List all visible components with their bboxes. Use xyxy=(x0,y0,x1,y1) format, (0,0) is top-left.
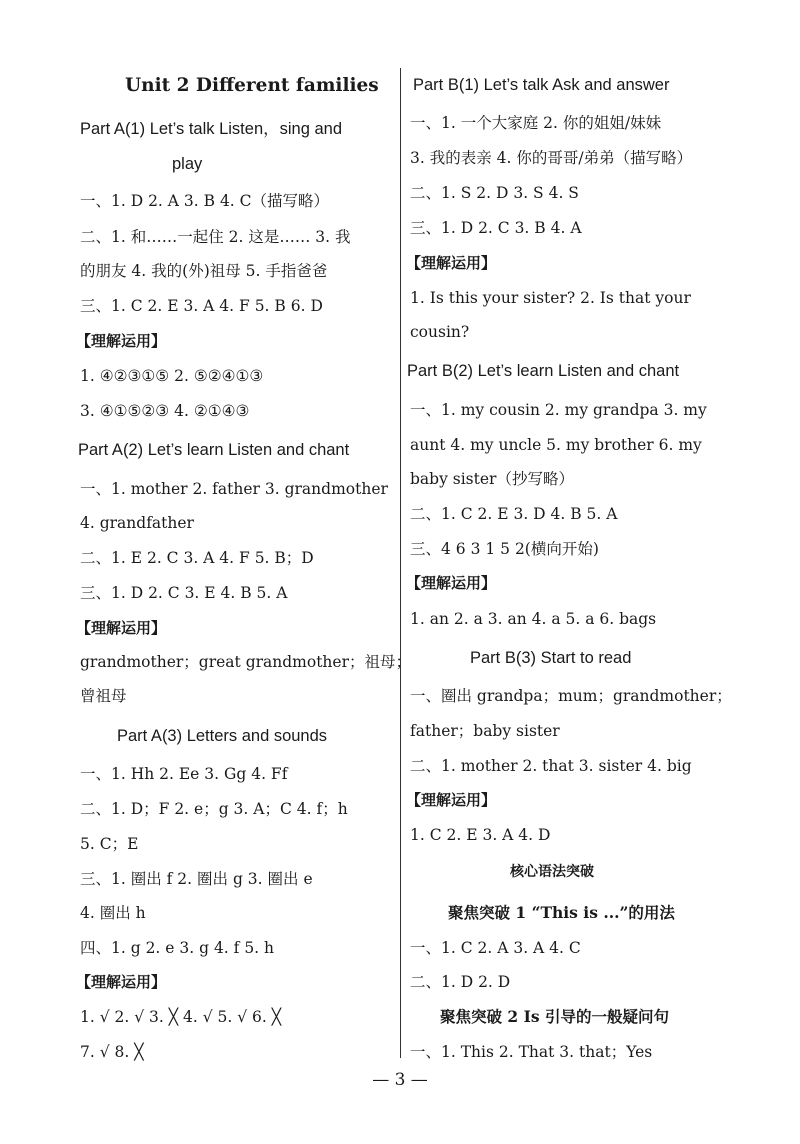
part-a3-heading: Part A(3) Letters and sounds xyxy=(117,727,328,745)
answer-line: 二、1. C 2. E 3. D 4. B 5. A xyxy=(410,505,618,523)
answer-line: aunt 4. my uncle 5. my brother 6. my xyxy=(410,436,702,454)
part-a2-heading: Part A(2) Let’s learn Listen and chant xyxy=(78,441,350,459)
part-b2-heading: Part B(2) Let’s learn Listen and chant xyxy=(407,362,680,380)
focus-2-heading: 聚焦突破 2 Is 引导的一般疑问句 xyxy=(440,1007,669,1026)
answer-line: 三、1. C 2. E 3. A 4. F 5. B 6. D xyxy=(80,297,323,315)
answer-line: 三、1. D 2. C 3. E 4. B 5. A xyxy=(80,584,288,602)
answer-line: 1. √ 2. √ 3. ╳ 4. √ 5. √ 6. ╳ xyxy=(80,1008,282,1026)
answer-line: 1. Is this your sister? 2. Is that your xyxy=(410,289,691,307)
answer-line: 二、1. D；F 2. e；g 3. A；C 4. f；h xyxy=(80,800,348,818)
answer-line: 三、4 6 3 1 5 2(横向开始) xyxy=(410,540,599,558)
answer-line: 一、1. mother 2. father 3. grandmother xyxy=(80,480,388,498)
answer-line: 3. 我的表亲 4. 你的哥哥/弟弟（描写略） xyxy=(410,149,693,167)
apply-heading: 【理解运用】 xyxy=(76,619,167,637)
answer-line: father；baby sister xyxy=(410,722,560,740)
answer-line: 四、1. g 2. e 3. g 4. f 5. h xyxy=(80,939,275,957)
answer-line: 的朋友 4. 我的(外)祖母 5. 手指爸爸 xyxy=(80,262,328,280)
apply-heading: 【理解运用】 xyxy=(76,332,167,350)
answer-line: 一、圈出 grandpa；mum；grandmother； xyxy=(410,687,732,705)
answer-line: 1. ④②③①⑤ 2. ⑤②④①③ xyxy=(80,367,264,385)
answer-line: 3. ④①⑤②③ 4. ②①④③ xyxy=(80,402,250,420)
column-divider xyxy=(400,68,401,1058)
answer-line: 4. grandfather xyxy=(80,514,194,532)
answer-line: 三、1. D 2. C 3. B 4. A xyxy=(410,219,582,237)
answer-line: 二、1. S 2. D 3. S 4. S xyxy=(410,184,579,202)
part-b3-heading: Part B(3) Start to read xyxy=(470,649,632,667)
focus-1-heading: 聚焦突破 1 “This is ...”的用法 xyxy=(448,903,675,922)
answer-line: 7. √ 8. ╳ xyxy=(80,1043,144,1061)
answer-line: 一、1. This 2. That 3. that；Yes xyxy=(410,1043,653,1061)
apply-heading: 【理解运用】 xyxy=(406,574,497,592)
answer-line: 4. 圈出 h xyxy=(80,904,146,922)
answer-line: 二、1. E 2. C 3. A 4. F 5. B；D xyxy=(80,549,314,567)
apply-heading: 【理解运用】 xyxy=(406,254,497,272)
answer-line: 一、1. 一个大家庭 2. 你的姐姐/妹妹 xyxy=(410,114,662,132)
unit-title: Unit 2 Different families xyxy=(125,75,379,96)
answer-line: cousin? xyxy=(410,323,470,341)
answer-line: 1. an 2. a 3. an 4. a 5. a 6. bags xyxy=(410,610,657,628)
answer-line: 一、1. Hh 2. Ee 3. Gg 4. Ff xyxy=(80,765,288,783)
page-number: — 3 — xyxy=(372,1070,428,1090)
answer-line: 1. C 2. E 3. A 4. D xyxy=(410,826,551,844)
grammar-heading: 核心语法突破 xyxy=(510,864,594,880)
answer-line: 三、1. 圈出 f 2. 圈出 g 3. 圈出 e xyxy=(80,870,313,888)
answer-line: 一、1. C 2. A 3. A 4. C xyxy=(410,939,581,957)
answer-line: 一、1. my cousin 2. my grandpa 3. my xyxy=(410,401,707,419)
answer-line: 二、1. mother 2. that 3. sister 4. big xyxy=(410,757,692,775)
part-a1-heading-cont: play xyxy=(172,155,203,173)
answer-line: grandmother；great grandmother；祖母； xyxy=(80,653,412,671)
apply-heading: 【理解运用】 xyxy=(76,973,167,991)
part-a1-heading: Part A(1) Let’s talk Listen，sing and xyxy=(80,120,343,138)
answer-line: 二、1. D 2. D xyxy=(410,973,511,991)
answer-line: 5. C；E xyxy=(80,835,139,853)
part-b1-heading: Part B(1) Let’s talk Ask and answer xyxy=(413,76,670,94)
apply-heading: 【理解运用】 xyxy=(406,791,497,809)
answer-line: baby sister（抄写略） xyxy=(410,470,574,488)
answer-line: 二、1. 和……一起住 2. 这是…… 3. 我 xyxy=(80,228,351,246)
answer-line: 曾祖母 xyxy=(80,687,127,705)
answer-line: 一、1. D 2. A 3. B 4. C（描写略） xyxy=(80,192,330,210)
